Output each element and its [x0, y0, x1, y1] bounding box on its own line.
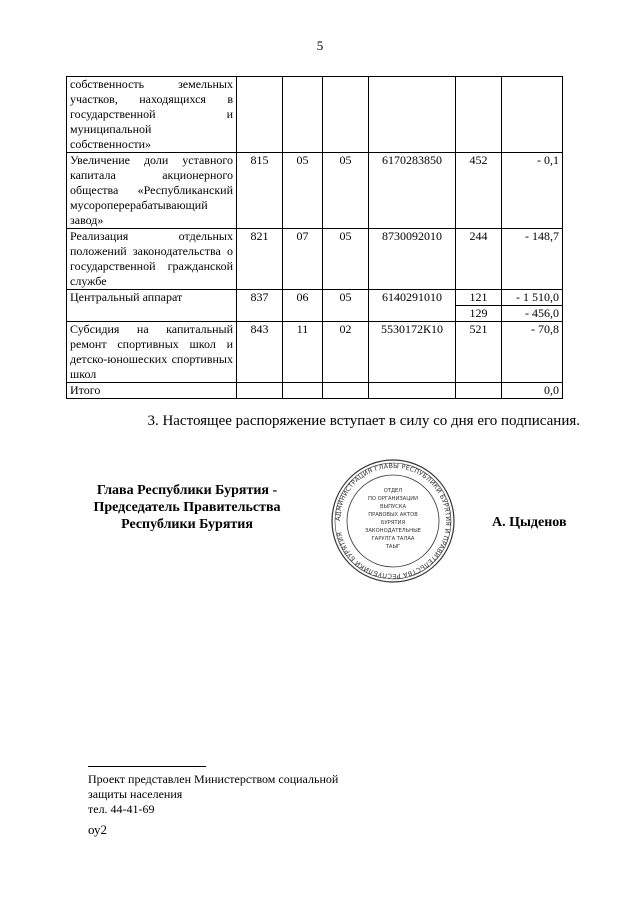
- table-cell-target: [369, 77, 456, 153]
- table-cell-section: 07: [283, 229, 323, 290]
- table-cell-section: [283, 77, 323, 153]
- table-cell-amount: - 1 510,0: [502, 290, 563, 306]
- table-cell-name: собственность земельных участков, находящихся в государственной и муниципальной собственности»: [67, 77, 237, 153]
- table-cell-target: [369, 383, 456, 399]
- table-cell-section: 06: [283, 290, 323, 322]
- signatory-title: [62, 482, 312, 533]
- table-cell-subsection: 05: [323, 153, 369, 229]
- table-cell-amount: - 456,0: [502, 306, 563, 322]
- seal-ring-text: АДМИНИСТРАЦИЯ ГЛАВЫ РЕСПУБЛИКИ БУРЯТИЯ И ПРАВИТЕЛЬСТВА РЕСПУБЛИКИ БУРЯТИЯ: [333, 461, 453, 581]
- table-row: [67, 322, 563, 383]
- table-row: [67, 153, 563, 229]
- signatory-name: А. Цыденов: [492, 515, 567, 530]
- table-cell-amount: [502, 77, 563, 153]
- table-cell-expense-type: 521: [456, 322, 502, 383]
- table-cell-name: Реализация отдельных положений законодательства о государственной гражданской службе: [67, 229, 237, 290]
- table-cell-ministry: 837: [237, 290, 283, 322]
- table-cell-ministry: 843: [237, 322, 283, 383]
- table-cell-expense-type: 452: [456, 153, 502, 229]
- table-row-total: [67, 383, 563, 399]
- footnote-line: тел. 44-41-69: [88, 802, 155, 816]
- table-cell-name: Увеличение доли уставного капитала акционерного общества «Республиканский мусороперерабатывающий завод»: [67, 153, 237, 229]
- table-row: [67, 229, 563, 290]
- table-cell-name: Итого: [67, 383, 237, 399]
- signatory-title-line: Глава Республики Бурятия -: [96, 483, 278, 498]
- document-code: оу2: [88, 822, 108, 837]
- table-cell-expense-type: [456, 383, 502, 399]
- table-cell-subsection: 05: [323, 290, 369, 322]
- seal-center-text: ОТДЕЛ: [383, 488, 403, 494]
- footnote-line: Проект представлен Министерством социальной: [88, 772, 339, 786]
- footnote-divider: [88, 766, 206, 767]
- table-cell-ministry: 815: [237, 153, 283, 229]
- table-cell-subsection: [323, 383, 369, 399]
- table-cell-amount: 0,0: [502, 383, 563, 399]
- footnote-line: защиты населения: [88, 787, 183, 801]
- table-cell-target: 8730092010: [369, 229, 456, 290]
- seal-center-text: ПО ОРГАНИЗАЦИИ: [367, 496, 419, 502]
- table-cell-amount: - 0,1: [502, 153, 563, 229]
- official-seal: [330, 458, 456, 584]
- clause-text: 3. Настоящее распоряжение вступает в силу со дня его подписания.: [147, 413, 580, 429]
- table-cell-section: [283, 383, 323, 399]
- signatory-title-line: Республики Бурятия: [121, 517, 253, 532]
- table-cell-expense-type: 129: [456, 306, 502, 322]
- table-row: [67, 77, 563, 153]
- seal-center-text: ЗАКОНОДАТЕЛЬНЫЕ: [365, 528, 421, 534]
- table-cell-name: Субсидия на капитальный ремонт спортивных школ и детско-юношеских спортивных школ: [67, 322, 237, 383]
- table-cell-amount: - 70,8: [502, 322, 563, 383]
- footnote: [88, 772, 338, 817]
- table-cell-target: 6170283850: [369, 153, 456, 229]
- table-cell-ministry: [237, 77, 283, 153]
- seal-center-text: ВЫПУСКА: [379, 504, 407, 510]
- seal-center-text: ПРАВОВЫХ АКТОВ: [368, 512, 418, 518]
- table-cell-subsection: [323, 77, 369, 153]
- table-cell-subsection: 05: [323, 229, 369, 290]
- table-cell-ministry: 821: [237, 229, 283, 290]
- page-number: 5: [316, 38, 324, 53]
- table-cell-section: 11: [283, 322, 323, 383]
- signatory-title-line: Председатель Правительства: [93, 500, 281, 515]
- table-cell-expense-type: 244: [456, 229, 502, 290]
- budget-table: [66, 76, 563, 399]
- table-cell-target: 6140291010: [369, 290, 456, 322]
- seal-center-text: ТАЫГ: [385, 544, 401, 550]
- table-row: [67, 290, 563, 306]
- seal-center-text: БУРЯТИЯ: [380, 520, 406, 526]
- table-cell-target: 5530172К10: [369, 322, 456, 383]
- table-cell-name: Центральный аппарат: [67, 290, 237, 322]
- table-cell-expense-type: 121: [456, 290, 502, 306]
- table-cell-expense-type: [456, 77, 502, 153]
- table-cell-subsection: 02: [323, 322, 369, 383]
- table-cell-section: 05: [283, 153, 323, 229]
- table-cell-amount: - 148,7: [502, 229, 563, 290]
- table-cell-ministry: [237, 383, 283, 399]
- seal-center-text: ГАРУЛГА ТАЛАА: [371, 536, 415, 542]
